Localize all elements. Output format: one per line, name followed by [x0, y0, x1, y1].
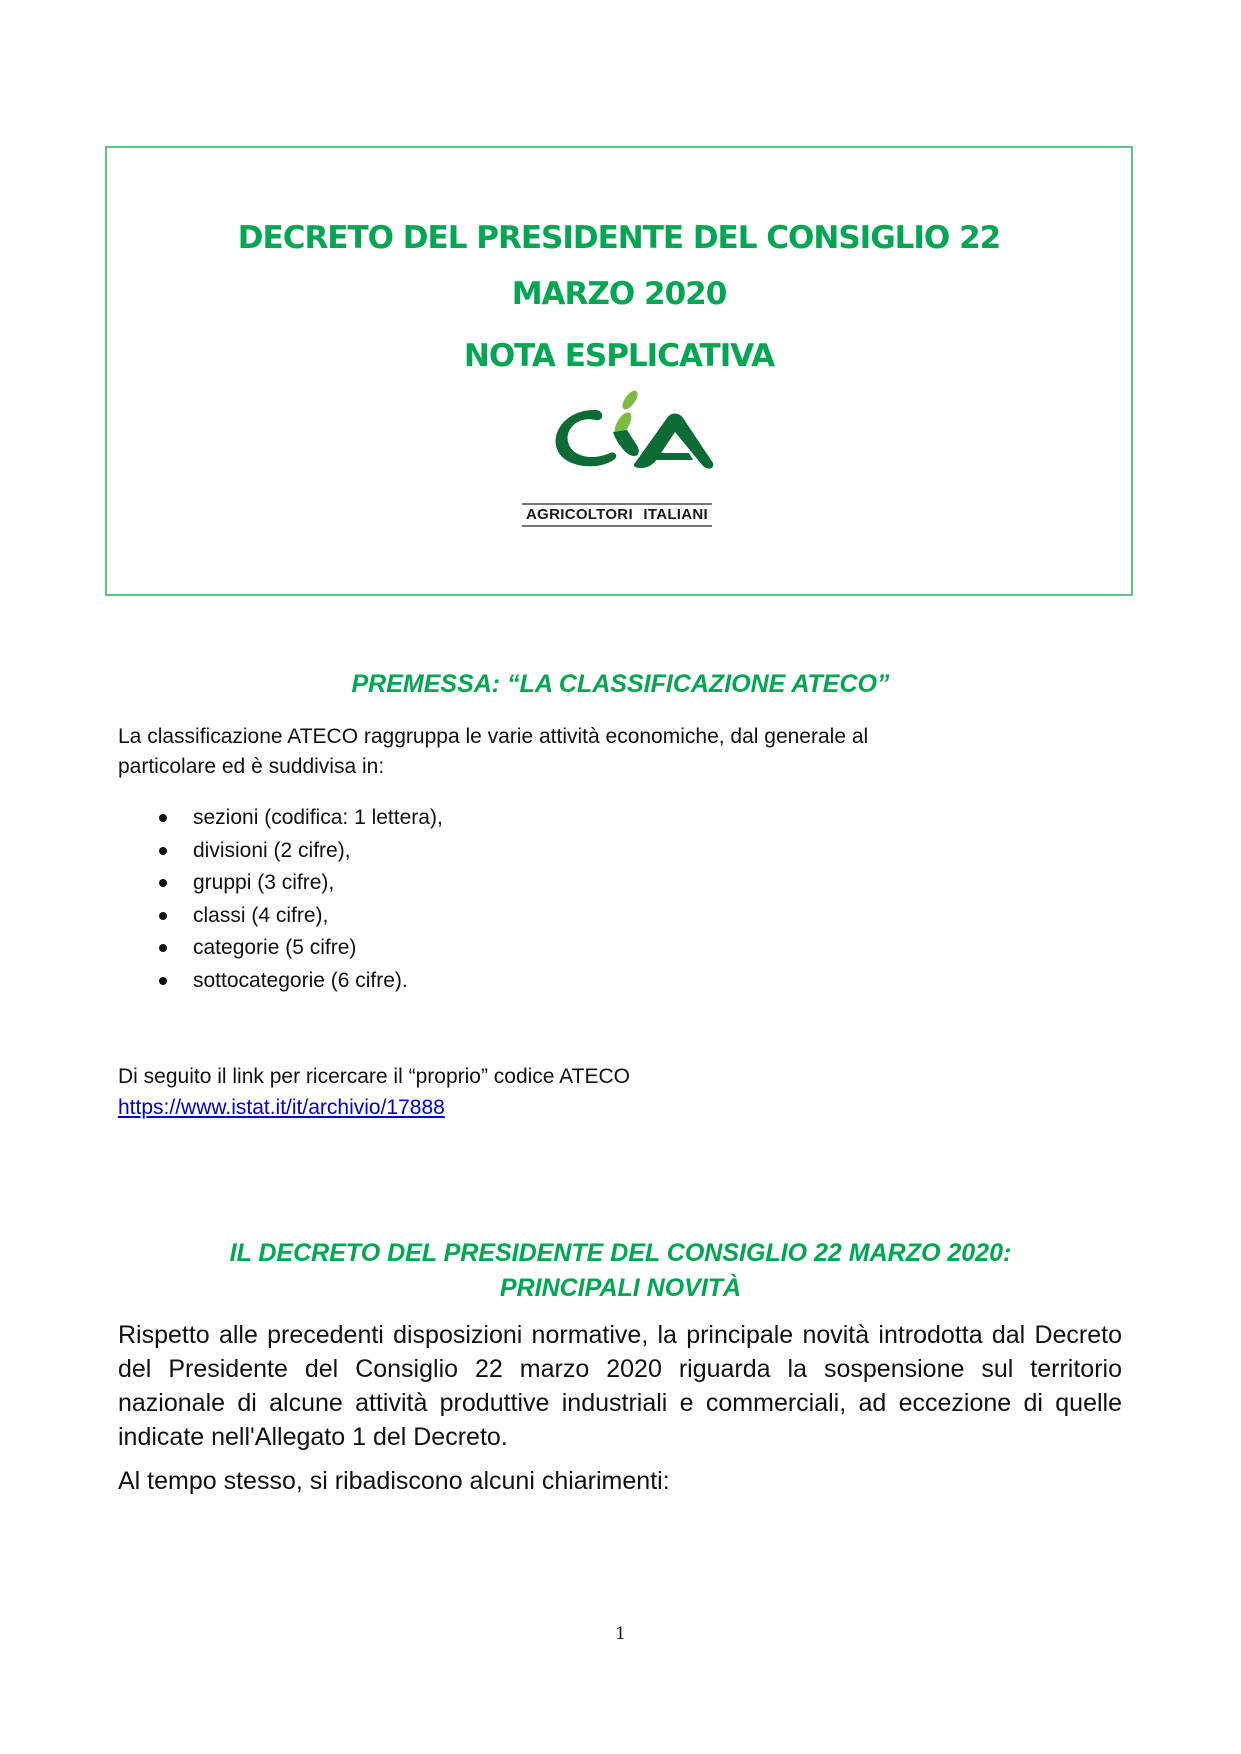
section-heading-premessa: PREMESSA: “LA CLASSIFICAZIONE ATECO”	[351, 670, 890, 698]
bullet-icon	[159, 944, 167, 952]
decreto-paragraph-1: Rispetto alle precedenti disposizioni normative, la principale novità introdotta dal Decreto del Presidente del Consiglio 22 marzo 2020 riguarda la sospensione sul territorio nazionale di alcune attività produttive industriali e commerciali, ad eccezione di quelle indicate nell'Allegato 1 del Decreto.	[118, 1321, 1122, 1451]
list-item	[150, 965, 443, 998]
decreto-section	[0, 1236, 1241, 1498]
bullet-icon	[159, 977, 167, 985]
list-item	[150, 802, 443, 835]
document-subtitle: NOTA ESPLICATIVA	[463, 338, 775, 374]
title-box	[105, 146, 1133, 596]
istat-ateco-link[interactable]: https://www.istat.it/it/archivio/17888	[118, 1096, 445, 1119]
cia-logo-icon	[517, 386, 717, 486]
link-intro-text: Di seguito il link per ricercare il “proprio” codice ATECO	[118, 1065, 630, 1088]
list-item	[150, 900, 443, 933]
page-number: 1	[615, 1624, 626, 1644]
logo-caption: AGRICOLTORI ITALIANI	[522, 503, 712, 527]
document-title-line-2: MARZO 2020	[511, 276, 727, 312]
list-item	[150, 835, 443, 868]
list-item	[150, 867, 443, 900]
section-heading-decreto-line-1: IL DECRETO DEL PRESIDENTE DEL CONSIGLIO 22 MARZO 2020:	[229, 1239, 1012, 1267]
ateco-levels-list	[150, 802, 443, 997]
document-title-line-1: DECRETO DEL PRESIDENTE DEL CONSIGLIO 22	[237, 220, 1001, 256]
list-item-text: divisioni (2 cifre),	[193, 838, 351, 862]
bullet-icon	[159, 847, 167, 855]
list-item	[150, 932, 443, 965]
list-item-text: gruppi (3 cifre),	[193, 871, 335, 894]
bullet-icon	[159, 879, 167, 887]
decreto-paragraph-2: Al tempo stesso, si ribadiscono alcuni chiarimenti:	[118, 1467, 670, 1495]
bullet-icon	[159, 912, 167, 920]
list-item-text: categorie (5 cifre)	[193, 936, 357, 959]
bullet-icon	[159, 814, 167, 822]
intro-text-line-2: particolare ed è suddivisa in:	[118, 755, 385, 778]
list-item-text: sezioni (codifica: 1 lettera),	[193, 806, 443, 829]
section-heading-decreto-line-2: PRINCIPALI NOVITÀ	[499, 1274, 742, 1302]
list-item-text: sottocategorie (6 cifre).	[193, 968, 408, 992]
list-item-text: classi (4 cifre),	[193, 903, 329, 927]
intro-text-line-1: La classificazione ATECO raggruppa le varie attività economiche, dal generale al	[118, 725, 869, 748]
